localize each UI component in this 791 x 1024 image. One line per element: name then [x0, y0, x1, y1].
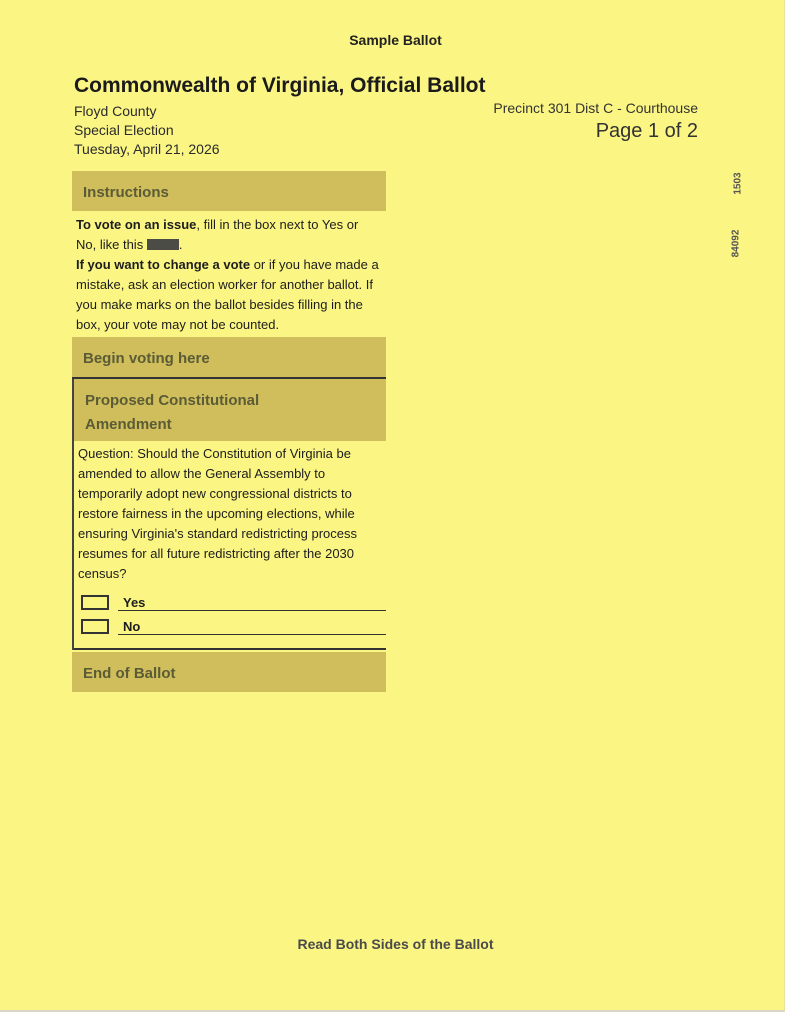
instruction-vote-rest: , fill in the box next to Yes or No, like this [76, 217, 359, 252]
ballot-column [72, 171, 386, 692]
election-type: Special Election [74, 122, 174, 138]
contest-heading-line2: Amendment [85, 416, 172, 433]
contest-constitutional-amendment [72, 379, 386, 650]
instruction-change [76, 255, 382, 335]
instructions-text [72, 211, 386, 335]
option-no-checkbox[interactable] [81, 619, 109, 634]
contest-heading-line1: Proposed Constitutional [85, 392, 260, 409]
side-code-1503: 1503 [732, 172, 744, 195]
option-yes-checkbox[interactable] [81, 595, 109, 610]
contest-question: Question: Should the Constitution of Virginia be amended to allow the General Assembly to temporarily adopt new congressional districts to restore fairness in the upcoming elections, while ensuring Virginia's standard redistricting process resumes for all future redistricting after the 2030 census? [78, 446, 357, 581]
option-no-label: No [123, 618, 141, 634]
option-yes-label: Yes [123, 594, 146, 610]
contest-heading [74, 379, 386, 441]
page-title: Commonwealth of Virginia, Official Ballot [74, 74, 486, 97]
instruction-change-rest: or if you have made a mistake, ask an election worker for another ballot. If you make marks on the ballot besides filling in the box, your vote may not be counted. [76, 257, 379, 332]
side-code-84092: 84092 [730, 229, 742, 258]
instruction-vote-bold: To vote on an issue [76, 217, 197, 232]
election-info [74, 102, 220, 159]
county-name: Floyd County [74, 103, 157, 119]
filled-box-example [147, 239, 179, 250]
option-no[interactable] [74, 614, 386, 638]
instruction-vote-end: . [178, 237, 183, 252]
footer-note: Read Both Sides of the Ballot [297, 936, 494, 952]
option-yes[interactable] [74, 590, 386, 614]
instruction-change-bold: If you want to change a vote [76, 257, 251, 272]
instruction-vote [76, 215, 382, 255]
sample-ballot-title: Sample Ballot [349, 32, 442, 48]
end-of-ballot-heading: End of Ballot [72, 652, 386, 692]
option-no-rule [118, 634, 386, 635]
precinct-label: Precinct 301 Dist C - Courthouse [493, 100, 698, 116]
page-number: Page 1 of 2 [595, 120, 698, 142]
contest-bottom-rule [74, 638, 386, 650]
election-date: Tuesday, April 21, 2026 [74, 141, 220, 157]
option-yes-rule [118, 610, 386, 611]
begin-voting-heading: Begin voting here [72, 337, 386, 379]
instructions-heading: Instructions [72, 171, 386, 211]
